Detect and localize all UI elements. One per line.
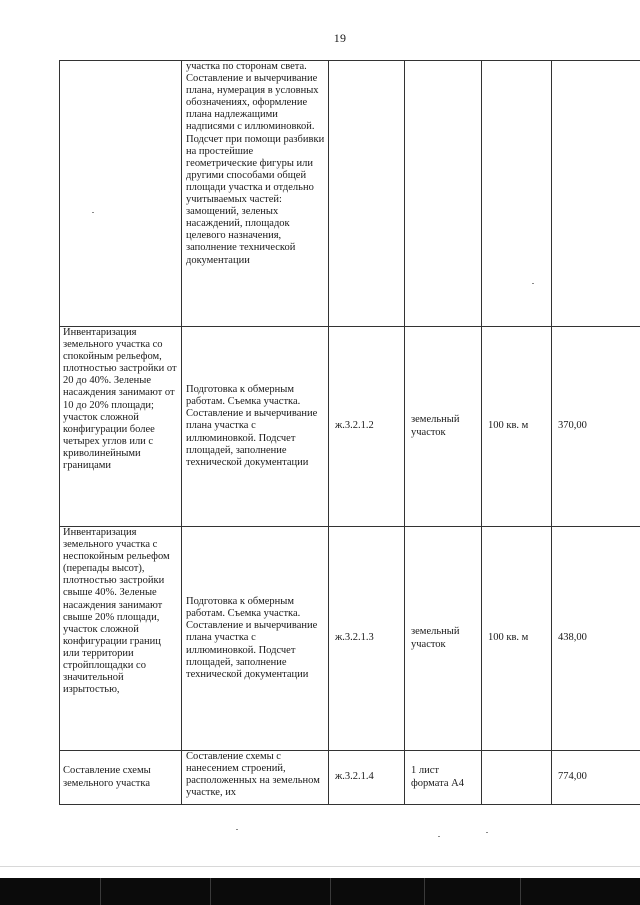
table-row: [60, 751, 640, 805]
scan-speck: [486, 832, 488, 833]
price-cell: 438,00: [552, 527, 640, 751]
service-name-cell: Инвентаризация земельного участка с неспокойным рельефом (перепады высот), плотностью застройки свыше 40%. Зеленые насаждения занимают свыше 20% площади, участок сложной конфигурации границ или территории стройплощадки со значительной изрытостью,: [60, 527, 182, 751]
quantity-cell: 100 кв. м: [482, 327, 552, 527]
quantity-cell: [482, 61, 552, 327]
quantity-cell: [482, 751, 552, 805]
price-cell: 774,00: [552, 751, 640, 805]
tariff-code-cell: ж.3.2.1.2: [329, 327, 405, 527]
page-number: 19: [333, 31, 347, 45]
scan-band-tick: [100, 878, 101, 905]
measure-unit-cell: земельный участок: [405, 527, 482, 751]
measure-unit-cell: 1 лист формата А4: [405, 751, 482, 805]
quantity-cell: 100 кв. м: [482, 527, 552, 751]
price-cell: [552, 61, 640, 327]
measure-unit-cell: земельный участок: [405, 327, 482, 527]
scan-speck: [438, 836, 440, 837]
work-description-cell: Составление схемы с нанесением строений, расположенных на земельном участке, их: [182, 751, 329, 805]
table-row: [60, 61, 640, 327]
scan-speck: [236, 829, 238, 830]
tariff-code-cell: [329, 61, 405, 327]
scan-band-tick: [424, 878, 425, 905]
service-name-cell: Составление схемы земельного участка: [60, 751, 182, 805]
scan-band-tick: [330, 878, 331, 905]
table-row: [60, 327, 640, 527]
tariff-table: [59, 60, 640, 805]
price-cell: 370,00: [552, 327, 640, 527]
service-name-cell: Инвентаризация земельного участка со спокойным рельефом, плотностью застройки от 20 до 40%. Зеленые насаждения занимают от 10 до 20% площади; участок сложной конфигурации более четырех углов или с криволинейными границами: [60, 327, 182, 527]
tariff-code-cell: ж.3.2.1.4: [329, 751, 405, 805]
measure-unit-cell: [405, 61, 482, 327]
scan-band-tick: [520, 878, 521, 905]
scan-edge-line: [0, 866, 640, 867]
service-name-cell: [60, 61, 182, 327]
work-description-cell: участка по сторонам света. Составление и вычерчивание плана, нумерация в условных обозначениях, оформление плана надлежащими надписями с иллюминовкой. Подсчет при помощи разбивки на простейшие геометрические фигуры или другими способами общей площади участка и отдельно учитываемых частей: замощений, зеленых насаждений, площадок целевого назначения, заполнение технической документации: [182, 61, 329, 327]
scan-speck: [92, 212, 94, 213]
scan-speck: [532, 283, 534, 284]
work-description-cell: Подготовка к обмерным работам. Съемка участка. Составление и вычерчивание плана участка с иллюминовкой. Подсчет площадей, заполнение технической документации: [182, 527, 329, 751]
table-row: [60, 527, 640, 751]
scan-band-tick: [210, 878, 211, 905]
tariff-code-cell: ж.3.2.1.3: [329, 527, 405, 751]
scan-bottom-band: [0, 878, 640, 905]
work-description-cell: Подготовка к обмерным работам. Съемка участка. Составление и вычерчивание плана участка с иллюминовкой. Подсчет площадей, заполнение технической документации: [182, 327, 329, 527]
